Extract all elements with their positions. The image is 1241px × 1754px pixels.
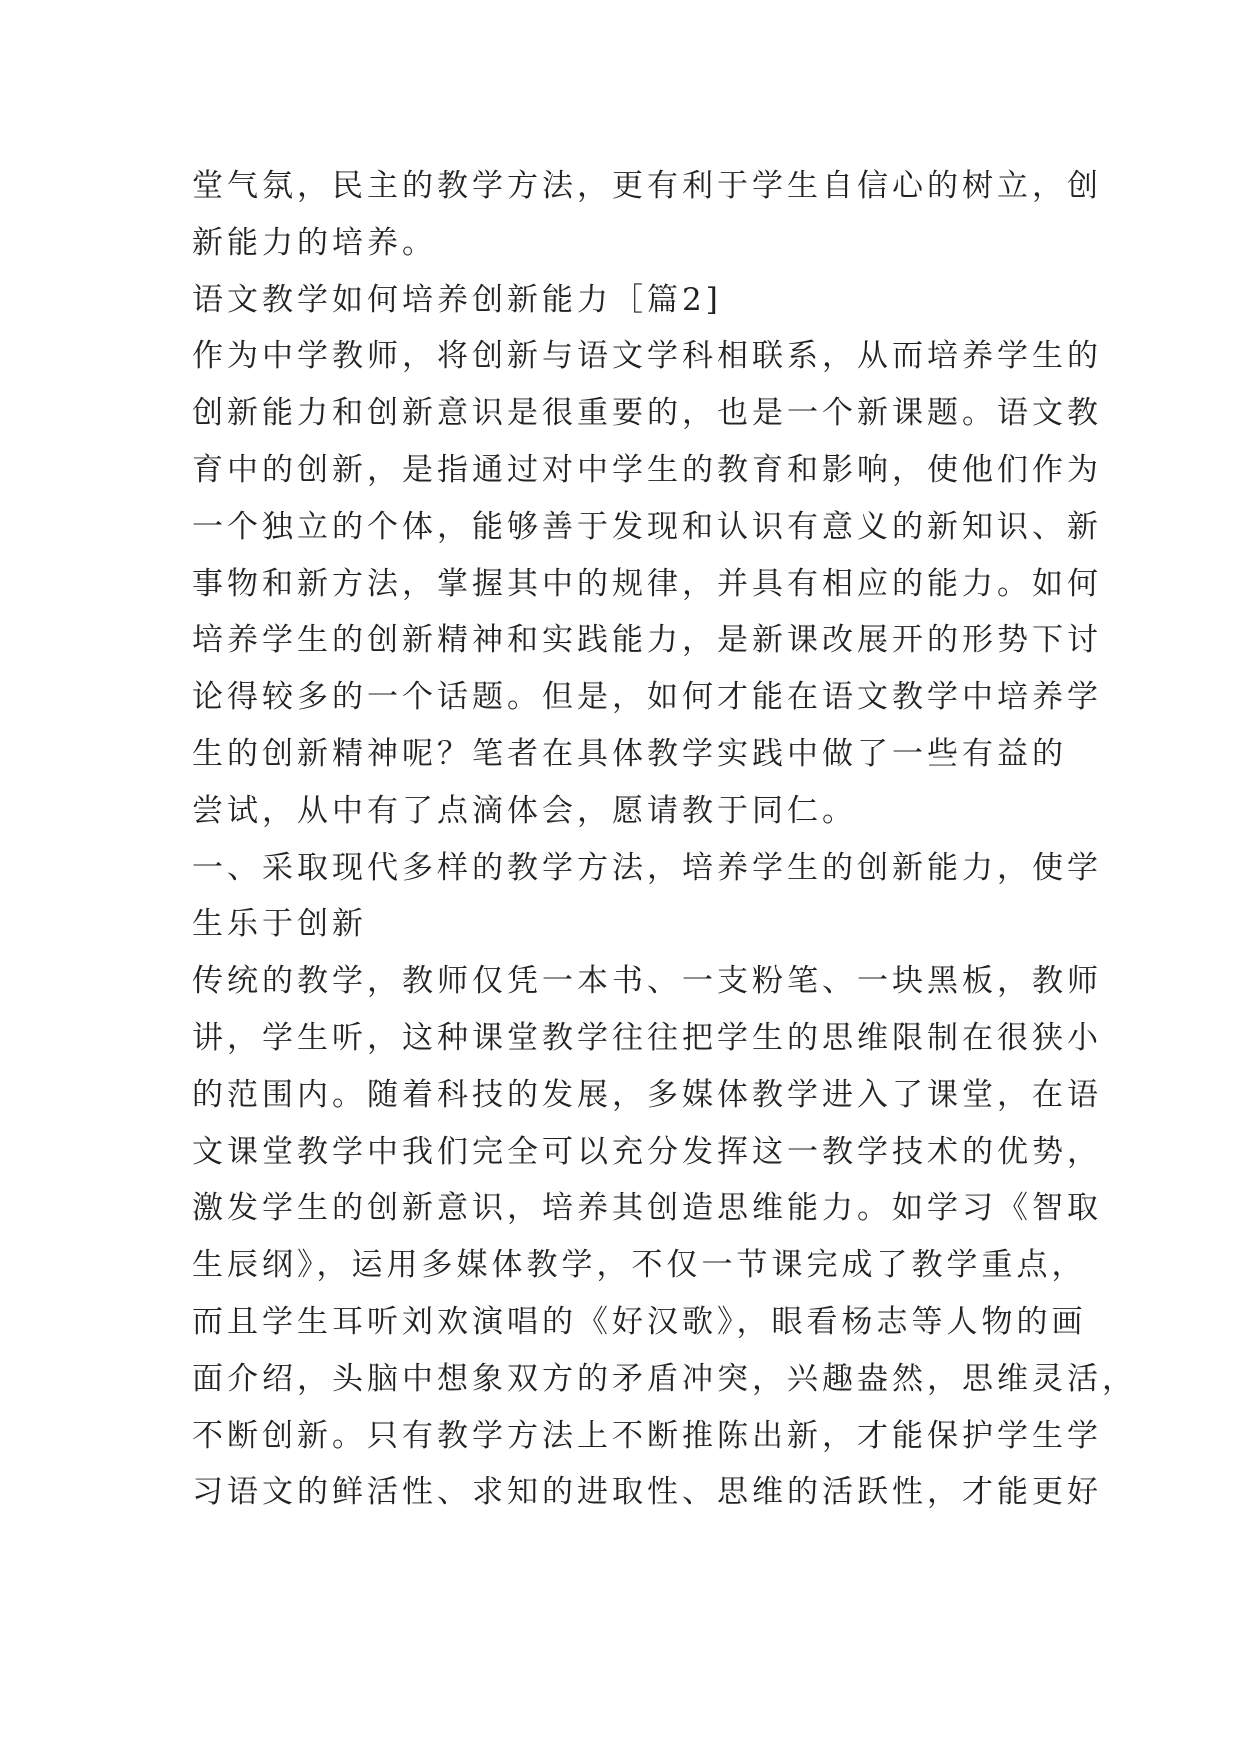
text-line: 激发学生的创新意识，培养其创造思维能力。如学习《智取 — [192, 1190, 1102, 1227]
text-line: 论得较多的一个话题。但是，如何才能在语文教学中培养学 — [192, 679, 1102, 716]
subheading-line: 一、采取现代多样的教学方法，培养学生的创新能力，使学 — [192, 849, 1102, 886]
text-line: 作为中学教师，将创新与语文学科相联系，从而培养学生的 — [192, 338, 1102, 375]
document-body — [192, 158, 1137, 1521]
text-line: 新能力的培养。 — [192, 224, 437, 261]
text-line: 一个独立的个体，能够善于发现和认识有意义的新知识、新 — [192, 508, 1102, 545]
text-line: 堂气氛，民主的教学方法，更有利于学生自信心的树立，创 — [192, 168, 1102, 204]
text-line: 事物和新方法，掌握其中的规律，并具有相应的能力。如何 — [192, 565, 1102, 602]
text-line: 尝试，从中有了点滴体会，愿请教于同仁。 — [192, 792, 857, 829]
text-line: 传统的教学，教师仅凭一本书、一支粉笔、一块黑板，教师 — [192, 963, 1102, 1000]
text-line: 培养学生的创新精神和实践能力，是新课改展开的形势下讨 — [192, 622, 1102, 659]
text-line: 而且学生耳听刘欢演唱的《好汉歌》，眼看杨志等人物的画 — [192, 1303, 1087, 1340]
text-line: 创新能力和创新意识是很重要的，也是一个新课题。语文教 — [192, 395, 1102, 432]
text-line: 习语文的鲜活性、求知的进取性、思维的活跃性，才能更好 — [192, 1474, 1102, 1511]
section-title: 语文教学如何培养创新能力［篇2] — [192, 281, 722, 318]
text-line: 面介绍，头脑中想象双方的矛盾冲突，兴趣盎然，思维灵活， — [192, 1360, 1137, 1397]
text-line: 的范围内。随着科技的发展，多媒体教学进入了课堂，在语 — [192, 1076, 1102, 1113]
text-line: 不断创新。只有教学方法上不断推陈出新，才能保护学生学 — [192, 1417, 1102, 1454]
text-line: 生辰纲》，运用多媒体教学，不仅一节课完成了教学重点， — [192, 1247, 1087, 1284]
text-line: 文课堂教学中我们完全可以充分发挥这一教学技术的优势， — [192, 1133, 1102, 1170]
text-line: 讲，学生听，这种课堂教学往往把学生的思维限制在很狭小 — [192, 1019, 1102, 1056]
text-line: 生的创新精神呢？笔者在具体教学实践中做了一些有益的 — [192, 735, 1067, 772]
subheading-line: 生乐于创新 — [192, 906, 367, 943]
text-line: 育中的创新，是指通过对中学生的教育和影响，使他们作为 — [192, 451, 1102, 488]
